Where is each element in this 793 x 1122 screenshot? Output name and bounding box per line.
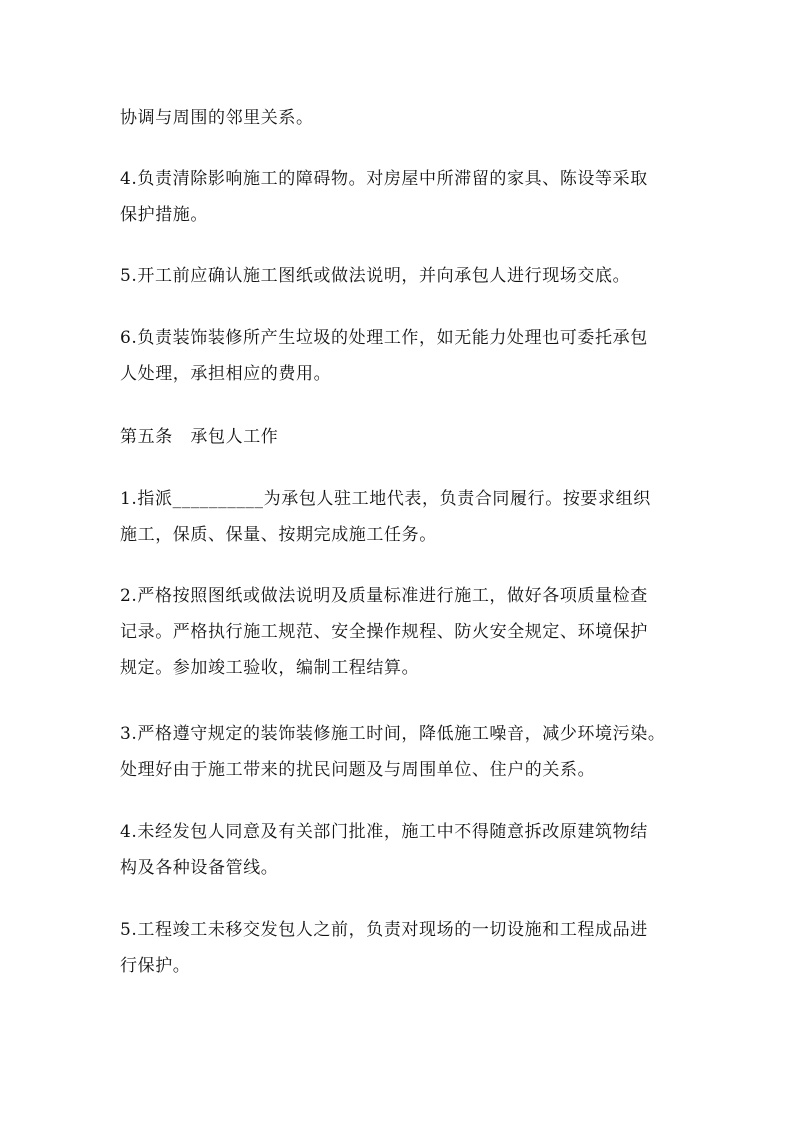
text-line: 构及各种设备管线。 <box>120 858 279 878</box>
paragraph-contractor-item-4 <box>120 814 680 886</box>
text-line: 1.指派__________为承包人驻工地代表，负责合同履行。按要求组织 <box>120 489 651 509</box>
text-line: 2.严格按照图纸或做法说明及质量标准进行施工，做好各项质量检查 <box>120 586 648 606</box>
text-line: 5.开工前应确认施工图纸或做法说明，并向承包人进行现场交底。 <box>120 266 631 286</box>
paragraph-item-4-obstacles <box>120 161 680 233</box>
text-line: 施工，保质、保量、按期完成施工任务。 <box>120 525 437 545</box>
paragraph-contractor-item-2 <box>120 578 680 686</box>
text-line: 保护措施。 <box>120 205 208 225</box>
text-line: 人处理，承担相应的费用。 <box>120 364 332 384</box>
paragraph-contractor-item-3 <box>120 716 680 788</box>
paragraph-neighbor-relations <box>120 100 680 136</box>
text-line: 4.负责清除影响施工的障碍物。对房屋中所滞留的家具、陈设等采取 <box>120 169 648 189</box>
text-line: 协调与周围的邻里关系。 <box>120 108 314 128</box>
text-line: 记录。严格执行施工规范、安全操作规程、防火安全规定、环境保护 <box>120 622 648 642</box>
text-line: 处理好由于施工带来的扰民问题及与周围单位、住户的关系。 <box>120 760 596 780</box>
section-title: 第五条 承包人工作 <box>120 427 279 447</box>
text-line: 5.工程竣工未移交发包人之前，负责对现场的一切设施和工程成品进 <box>120 920 648 940</box>
text-line: 6.负责装饰装修所产生垃圾的处理工作，如无能力处理也可委托承包 <box>120 328 648 348</box>
paragraph-contractor-item-5 <box>120 912 680 984</box>
text-line: 行保护。 <box>120 956 191 976</box>
text-line: 3.严格遵守规定的装饰装修施工时间，降低施工噪音，减少环境污染。 <box>120 724 666 744</box>
paragraph-contractor-item-1 <box>120 481 680 553</box>
section-heading-article-5 <box>120 419 680 455</box>
paragraph-item-5-drawings <box>120 258 680 294</box>
paragraph-item-6-waste <box>120 320 680 392</box>
text-line: 规定。参加竣工验收，编制工程结算。 <box>120 658 420 678</box>
text-line: 4.未经发包人同意及有关部门批准，施工中不得随意拆改原建筑物结 <box>120 822 648 842</box>
